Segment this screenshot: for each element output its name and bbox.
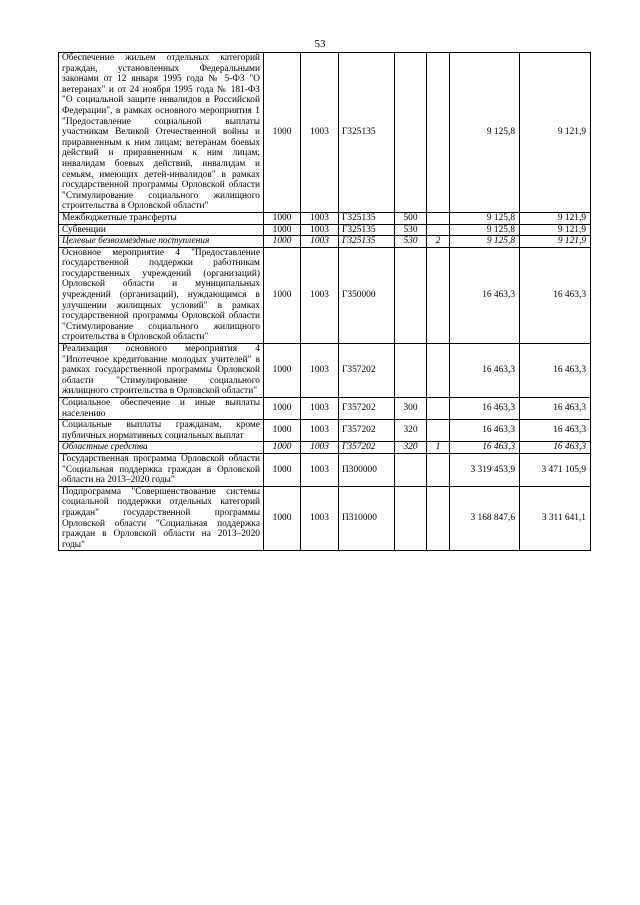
cell-expense-type: 530 <box>395 224 427 236</box>
cell-expense-type: 320 <box>395 442 427 454</box>
cell-expense-type <box>395 486 427 551</box>
cell-expense-type: 500 <box>395 212 427 224</box>
cell-target-article: П300000 <box>339 453 395 486</box>
cell-section: 1000 <box>264 420 301 442</box>
cell-amount-2: 16 463,3 <box>520 344 591 398</box>
cell-name: Межбюджетные трансферты <box>59 212 264 224</box>
cell-subsection: 1003 <box>301 236 339 248</box>
cell-target-article: Г325135 <box>339 236 395 248</box>
cell-subsection: 1003 <box>301 442 339 454</box>
cell-subsection: 1003 <box>301 453 339 486</box>
cell-subsection: 1003 <box>301 344 339 398</box>
cell-name: Подпрограмма "Совершенствование системы социальной поддержки отдельных категорий граждан" государственной программы Орловской области "Социальная поддержка граждан в Орловской области на 2013–2020 годы" <box>59 486 264 551</box>
cell-section: 1000 <box>264 442 301 454</box>
cell-expense-type: 320 <box>395 420 427 442</box>
cell-funding-source <box>427 247 450 343</box>
cell-funding-source <box>427 53 450 213</box>
cell-name: Областные средства <box>59 442 264 454</box>
table-row <box>59 486 591 551</box>
cell-section: 1000 <box>264 224 301 236</box>
cell-subsection: 1003 <box>301 398 339 420</box>
cell-amount-2: 16 463,3 <box>520 398 591 420</box>
cell-funding-source <box>427 212 450 224</box>
cell-target-article: П310000 <box>339 486 395 551</box>
table-row <box>59 344 591 398</box>
cell-amount-2: 16 463,3 <box>520 442 591 454</box>
cell-subsection: 1003 <box>301 224 339 236</box>
cell-amount-1: 16 463,3 <box>450 442 520 454</box>
cell-amount-2: 3 311 641,1 <box>520 486 591 551</box>
table-row <box>59 453 591 486</box>
cell-subsection: 1003 <box>301 212 339 224</box>
table-row <box>59 398 591 420</box>
cell-funding-source <box>427 224 450 236</box>
cell-funding-source <box>427 344 450 398</box>
cell-amount-2: 9 121,9 <box>520 224 591 236</box>
cell-target-article: Г325135 <box>339 224 395 236</box>
cell-amount-1: 9 125,8 <box>450 53 520 213</box>
cell-subsection: 1003 <box>301 486 339 551</box>
budget-table <box>58 52 591 551</box>
cell-amount-2: 16 463,3 <box>520 247 591 343</box>
table-row <box>59 420 591 442</box>
cell-name: Целевые безвозмездные поступления <box>59 236 264 248</box>
cell-name: Основное мероприятие 4 "Предоставление государственной поддержки работникам государственных учреждений (организаций) Орловской области и муниципальных учреждений (организаций), нуждающимся в улучшении жилищных условий" в рамках государственной программы Орловской области "Стимулирование социального жилищного строительства в Орловской области" <box>59 247 264 343</box>
cell-expense-type <box>395 453 427 486</box>
table-row <box>59 224 591 236</box>
cell-expense-type: 300 <box>395 398 427 420</box>
cell-amount-1: 3 168 847,6 <box>450 486 520 551</box>
cell-subsection: 1003 <box>301 53 339 213</box>
table-row <box>59 442 591 454</box>
cell-amount-1: 16 463,3 <box>450 247 520 343</box>
cell-funding-source: 2 <box>427 236 450 248</box>
cell-expense-type <box>395 344 427 398</box>
cell-amount-1: 16 463,3 <box>450 420 520 442</box>
cell-name: Реализация основного мероприятия 4 "Ипотечное кредитование молодых учителей" в рамках государственной программы Орловской области "Стимулирование социального жилищного строительства в Орловской области" <box>59 344 264 398</box>
cell-name: Обеспечение жильем отдельных категорий граждан, установленных Федеральными законами от 12 января 1995 года № 5-ФЗ "О ветеранах" и от 24 ноября 1995 года № 181-ФЗ "О социальной защите инвалидов в Российской Федерации", в рамках основного мероприятия 1 "Предоставление социальной выплаты участникам Великой Отечественной войны и приравненным к ним лицам; ветеранам боевых действий и приравненным к ним лицам; инвалидам боевых действий, инвалидам и семьям, имеющих детей-инвалидов" в рамках государственной программы Орловской области "Стимулирование социального жилищного строительства в Орловской области" <box>59 53 264 213</box>
table-row <box>59 247 591 343</box>
cell-target-article: Г325135 <box>339 212 395 224</box>
cell-section: 1000 <box>264 247 301 343</box>
cell-amount-2: 16 463,3 <box>520 420 591 442</box>
table-row <box>59 236 591 248</box>
cell-target-article: Г357202 <box>339 442 395 454</box>
cell-amount-2: 9 121,9 <box>520 53 591 213</box>
cell-section: 1000 <box>264 398 301 420</box>
cell-target-article: Г357202 <box>339 420 395 442</box>
cell-target-article: Г357202 <box>339 344 395 398</box>
cell-amount-1: 9 125,8 <box>450 236 520 248</box>
cell-name: Социальные выплаты гражданам, кроме публичных нормативных социальных выплат <box>59 420 264 442</box>
cell-amount-2: 9 121,9 <box>520 236 591 248</box>
cell-amount-1: 3 319 453,9 <box>450 453 520 486</box>
cell-subsection: 1003 <box>301 247 339 343</box>
cell-expense-type <box>395 247 427 343</box>
cell-funding-source: 1 <box>427 442 450 454</box>
cell-amount-2: 3 471 105,9 <box>520 453 591 486</box>
cell-section: 1000 <box>264 453 301 486</box>
cell-funding-source <box>427 398 450 420</box>
cell-section: 1000 <box>264 212 301 224</box>
cell-funding-source <box>427 420 450 442</box>
cell-section: 1000 <box>264 344 301 398</box>
cell-name: Социальное обеспечение и иные выплаты населению <box>59 398 264 420</box>
cell-expense-type: 530 <box>395 236 427 248</box>
cell-target-article: Г350000 <box>339 247 395 343</box>
cell-amount-1: 16 463,3 <box>450 398 520 420</box>
cell-section: 1000 <box>264 236 301 248</box>
table-body <box>59 53 591 551</box>
cell-funding-source <box>427 453 450 486</box>
cell-section: 1000 <box>264 53 301 213</box>
cell-amount-1: 16 463,3 <box>450 344 520 398</box>
cell-subsection: 1003 <box>301 420 339 442</box>
cell-expense-type <box>395 53 427 213</box>
cell-name: Государственная программа Орловской области "Социальная поддержка граждан в Орловской области на 2013–2020 годы" <box>59 453 264 486</box>
cell-name: Субвенции <box>59 224 264 236</box>
cell-amount-1: 9 125,8 <box>450 212 520 224</box>
cell-target-article: Г357202 <box>339 398 395 420</box>
cell-amount-2: 9 121,9 <box>520 212 591 224</box>
page-number: 53 <box>314 38 326 50</box>
cell-amount-1: 9 125,8 <box>450 224 520 236</box>
cell-target-article: Г325135 <box>339 53 395 213</box>
cell-section: 1000 <box>264 486 301 551</box>
table-row <box>59 212 591 224</box>
table-row <box>59 53 591 213</box>
cell-funding-source <box>427 486 450 551</box>
